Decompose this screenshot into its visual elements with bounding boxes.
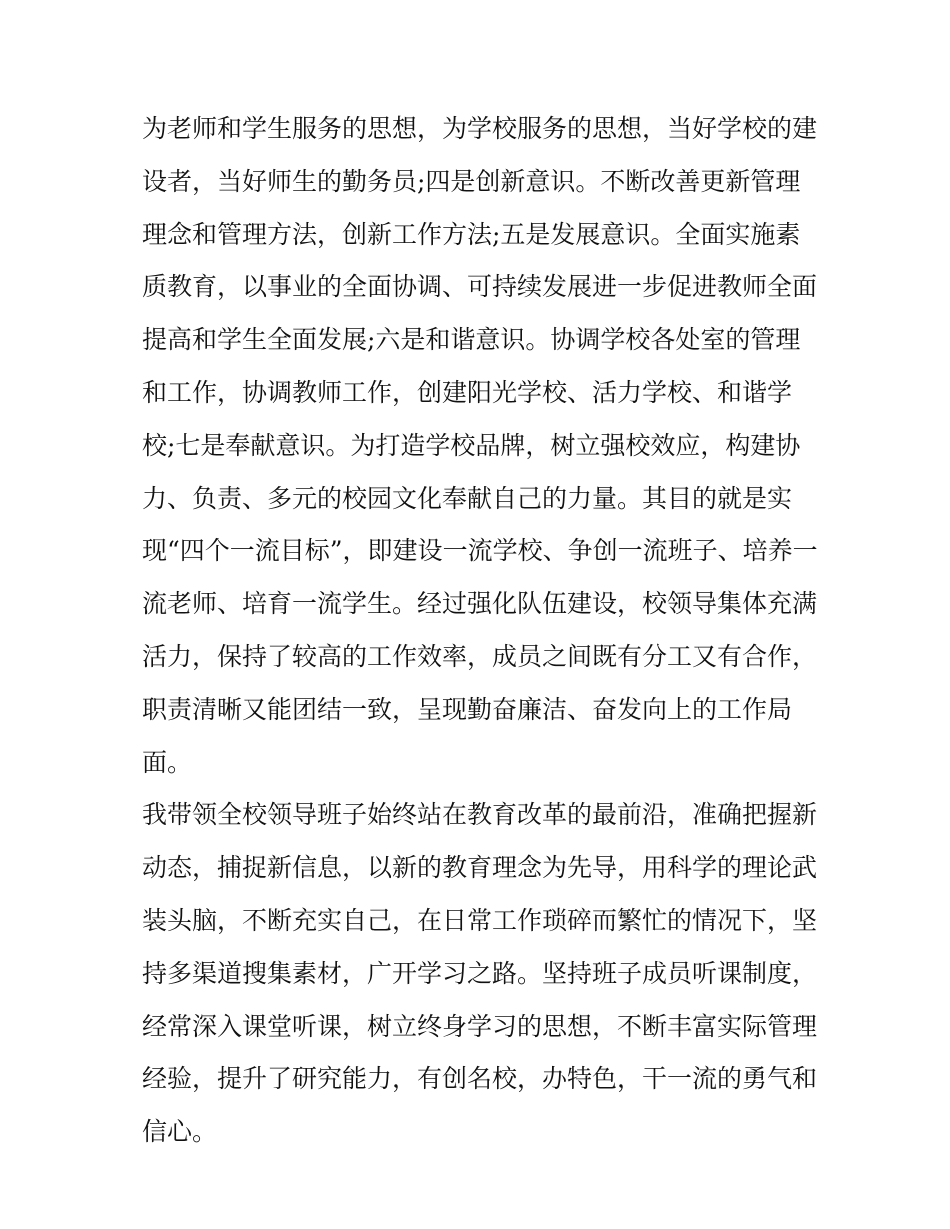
text-line: 职责清晰又能团结一致，呈现勤奋廉洁、奋发向上的工作局 xyxy=(142,694,793,724)
text-line: 我带领全校领导班子始终站在教育改革的最前沿，准确把握新 xyxy=(142,800,818,830)
text-line: 动态，捕捉新信息，以新的教育理念为先导，用科学的理论武 xyxy=(142,853,818,883)
text-line: 设者，当好师生的勤务员;四是创新意识。不断改善更新管理 xyxy=(142,166,801,196)
text-line: 质教育，以事业的全面协调、可持续发展进一步促进教师全面 xyxy=(142,272,818,302)
text-line: 理念和管理方法，创新工作方法;五是发展意识。全面实施素 xyxy=(142,219,801,249)
text-line: 现“四个一流目标”，即建设一流学校、争创一流班子、培养一 xyxy=(142,536,818,566)
text-line: 流老师、培育一流学生。经过强化队伍建设，校领导集体充满 xyxy=(142,589,818,619)
text-line: 校;七是奉献意识。为打造学校品牌，树立强校效应，构建协 xyxy=(142,430,801,460)
text-line: 信心。 xyxy=(142,1117,218,1147)
text-line: 提高和学生全面发展;六是和谐意识。协调学校各处室的管理 xyxy=(142,325,801,355)
text-line: 和工作，协调教师工作，创建阳光学校、活力学校、和谐学 xyxy=(142,377,793,407)
text-line: 经验，提升了研究能力，有创名校，办特色，干一流的勇气和 xyxy=(142,1064,818,1094)
text-line: 为老师和学生服务的思想，为学校服务的思想，当好学校的建 xyxy=(142,114,818,143)
text-line: 面。 xyxy=(142,747,193,777)
text-line: 持多渠道搜集素材，广开学习之路。坚持班子成员听课制度， xyxy=(142,958,818,988)
text-line: 经常深入课堂听课，树立终身学习的思想，不断丰富实际管理 xyxy=(142,1011,818,1041)
text-line: 装头脑，不断充实自己，在日常工作琐碎而繁忙的情况下，坚 xyxy=(142,905,818,935)
text-line: 力、负责、多元的校园文化奉献自己的力量。其目的就是实 xyxy=(142,483,793,513)
body-text xyxy=(142,103,822,1159)
text-line: 活力，保持了较高的工作效率，成员之间既有分工又有合作， xyxy=(142,641,818,671)
